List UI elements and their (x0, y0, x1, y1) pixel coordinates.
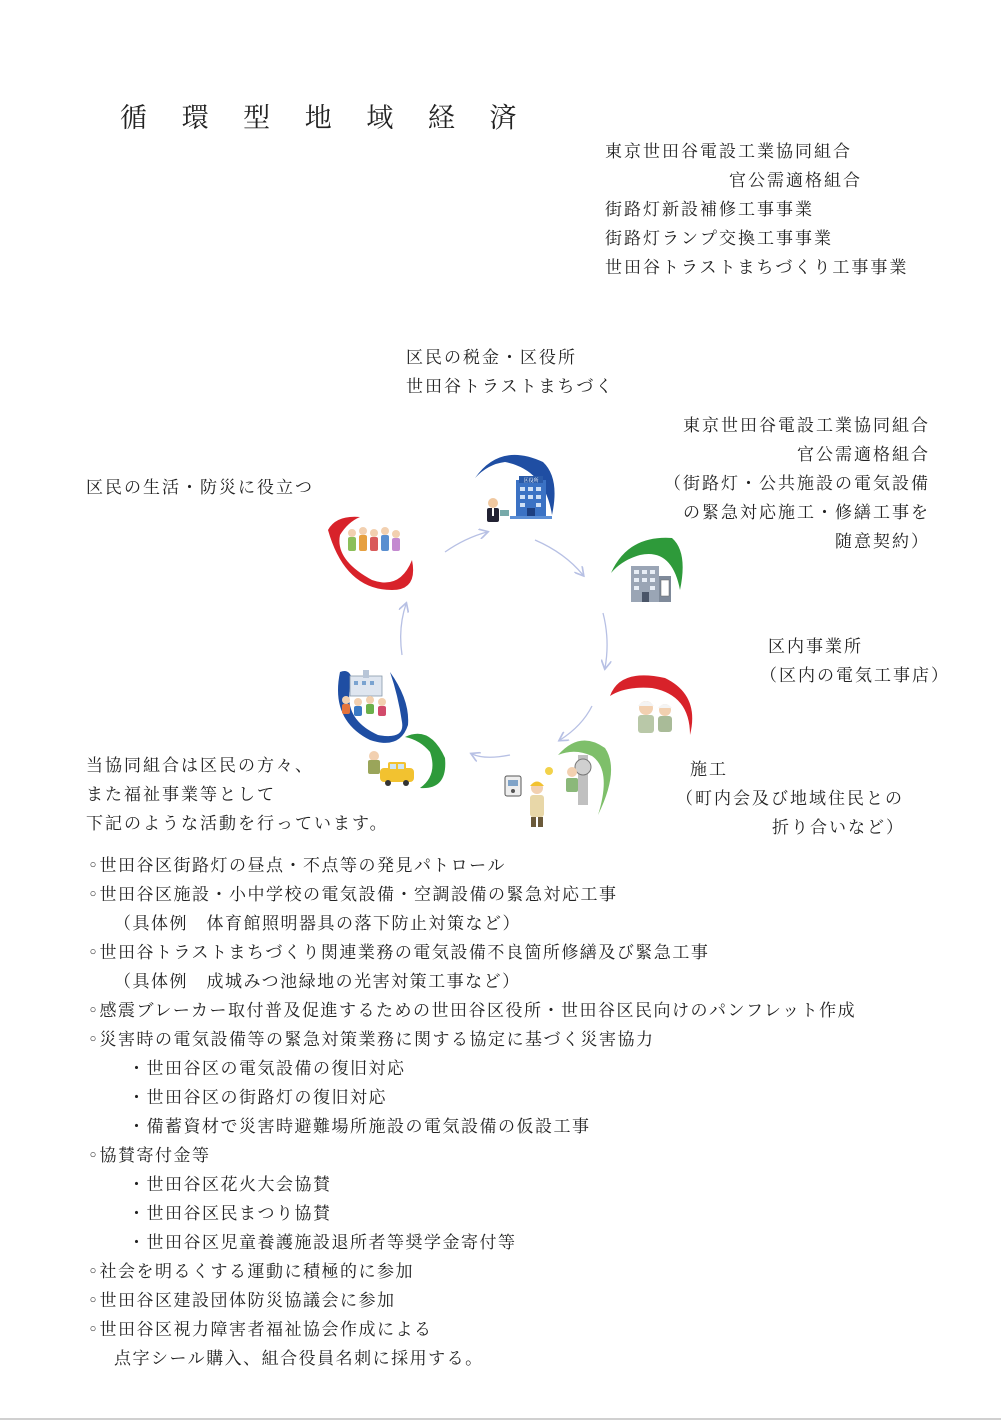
left-bottom-line-1: 当協同組合は区民の方々、 (86, 756, 314, 776)
org-business-1: 街路灯新設補修工事事業 (605, 200, 814, 220)
activity-item: ・世田谷区児童養護施設退所者等奨学金寄付等 (128, 1233, 517, 1253)
arrow-right-to-midright (603, 613, 607, 668)
activity-list (88, 852, 856, 1374)
right-top-line-2: 官公需適格組合 (797, 445, 930, 465)
activity-item: ・世田谷区の電気設備の復旧対応 (128, 1059, 406, 1079)
page-bottom-divider (0, 1418, 1001, 1420)
right-bottom-line-2: （町内会及び地域住民との (676, 789, 904, 809)
activity-item: ・世田谷区の街路灯の復旧対応 (128, 1088, 387, 1108)
worker-with-hat-icon (530, 782, 544, 828)
small-building-icon (631, 566, 671, 602)
electric-meter-icon (505, 776, 521, 796)
org-business-2: 街路灯ランプ交換工事事業 (605, 229, 833, 249)
right-top-line-1: 東京世田谷電設工業協同組合 (683, 416, 930, 436)
cycle-label-left-top: 区民の生活・防災に役立つ (86, 478, 314, 498)
activity-item: （具体例 体育館照明器具の落下防止対策など） (114, 914, 521, 934)
page-title: 循 環 型 地 域 経 済 (120, 103, 530, 134)
activity-item: ・世田谷区民まつり協賛 (128, 1204, 332, 1224)
activity-item: （具体例 成城みつ池緑地の光害対策工事など） (114, 972, 521, 992)
cycle-top-line-1: 区民の税金・区役所 (406, 348, 577, 368)
node-cooperative (611, 538, 683, 602)
lightbulb-icon (545, 767, 553, 775)
activity-item: ◦世田谷区建設団体防災協議会に参加 (88, 1291, 396, 1311)
taxi-icon (380, 762, 414, 786)
school-building-icon (350, 670, 382, 696)
office-building-icon (510, 476, 552, 519)
activity-item: ◦災害時の電気設備等の緊急対策業務に関する協定に基づく災害協力 (88, 1030, 655, 1050)
right-top-line-5: 随意契約） (835, 532, 930, 552)
workers-icon (638, 701, 672, 733)
right-bottom-line-3: 折り合いなど） (772, 818, 905, 838)
activity-item: 点字シール購入、組合役員名刺に採用する。 (114, 1349, 484, 1369)
right-top-line-4: の緊急対応施工・修繕工事を (683, 503, 930, 523)
right-bottom-line-1: 施工 (690, 760, 728, 780)
swoosh-red-left (328, 517, 413, 590)
node-city-hall (475, 455, 555, 522)
cycle-top-line-2: 世田谷トラストまちづく (406, 377, 615, 397)
org-qualification: 官公需適格組合 (729, 171, 862, 191)
org-business-3: 世田谷トラストまちづくり工事事業 (605, 258, 909, 278)
right-mid-line-2: （区内の電気工事店） (760, 666, 950, 686)
arrow-left-to-upperleft (401, 604, 406, 655)
right-mid-line-1: 区内事業所 (768, 637, 863, 657)
activity-item: ◦世田谷トラストまちづくり関連業務の電気設備不良箇所修繕及び緊急工事 (88, 943, 710, 963)
arrow-upperleft-to-top (445, 532, 487, 552)
community-people-icon (342, 696, 386, 716)
cycle-arrows (401, 532, 607, 757)
node-construction (505, 740, 611, 827)
official-person-icon (487, 498, 509, 522)
node-citizens (328, 517, 413, 590)
building-sign: 区役所 (523, 478, 539, 484)
activity-item: ・備蓄資材で災害時避難場所施設の電気設備の仮設工事 (128, 1117, 591, 1137)
left-bottom-line-2: また福祉事業等として (86, 785, 276, 805)
activity-item: ◦協賛寄付金等 (88, 1146, 211, 1166)
left-bottom-line-3: 下記のような活動を行っています。 (86, 814, 389, 834)
node-local-electricians (610, 675, 692, 735)
activity-item: ◦感震ブレーカー取付普及促進するための世田谷区役所・世田谷区民向けのパンフレット作成 (88, 1001, 857, 1021)
activity-item: ◦世田谷区街路灯の昼点・不点等の発見パトロール (88, 856, 506, 876)
arrow-top-to-right (535, 540, 583, 575)
activity-item: ・世田谷区花火大会協賛 (128, 1175, 332, 1195)
patrol-person-icon (368, 751, 380, 774)
right-top-line-3: （街路灯・公共施設の電気設備 (664, 474, 930, 494)
activity-item: ◦世田谷区施設・小中学校の電気設備・空調設備の緊急対応工事 (88, 885, 618, 905)
arrow-midright-to-bottom (560, 706, 592, 740)
climbing-worker-icon (566, 755, 591, 805)
citizens-group-icon (348, 527, 400, 551)
activity-item: ◦世田谷区視力障害者福祉協会作成による (88, 1320, 433, 1340)
activity-item: ◦社会を明るくする運動に積極的に参加 (88, 1262, 415, 1282)
arrow-bottom-to-left (472, 754, 510, 757)
node-community (338, 670, 408, 743)
org-name: 東京世田谷電設工業協同組合 (605, 142, 852, 162)
